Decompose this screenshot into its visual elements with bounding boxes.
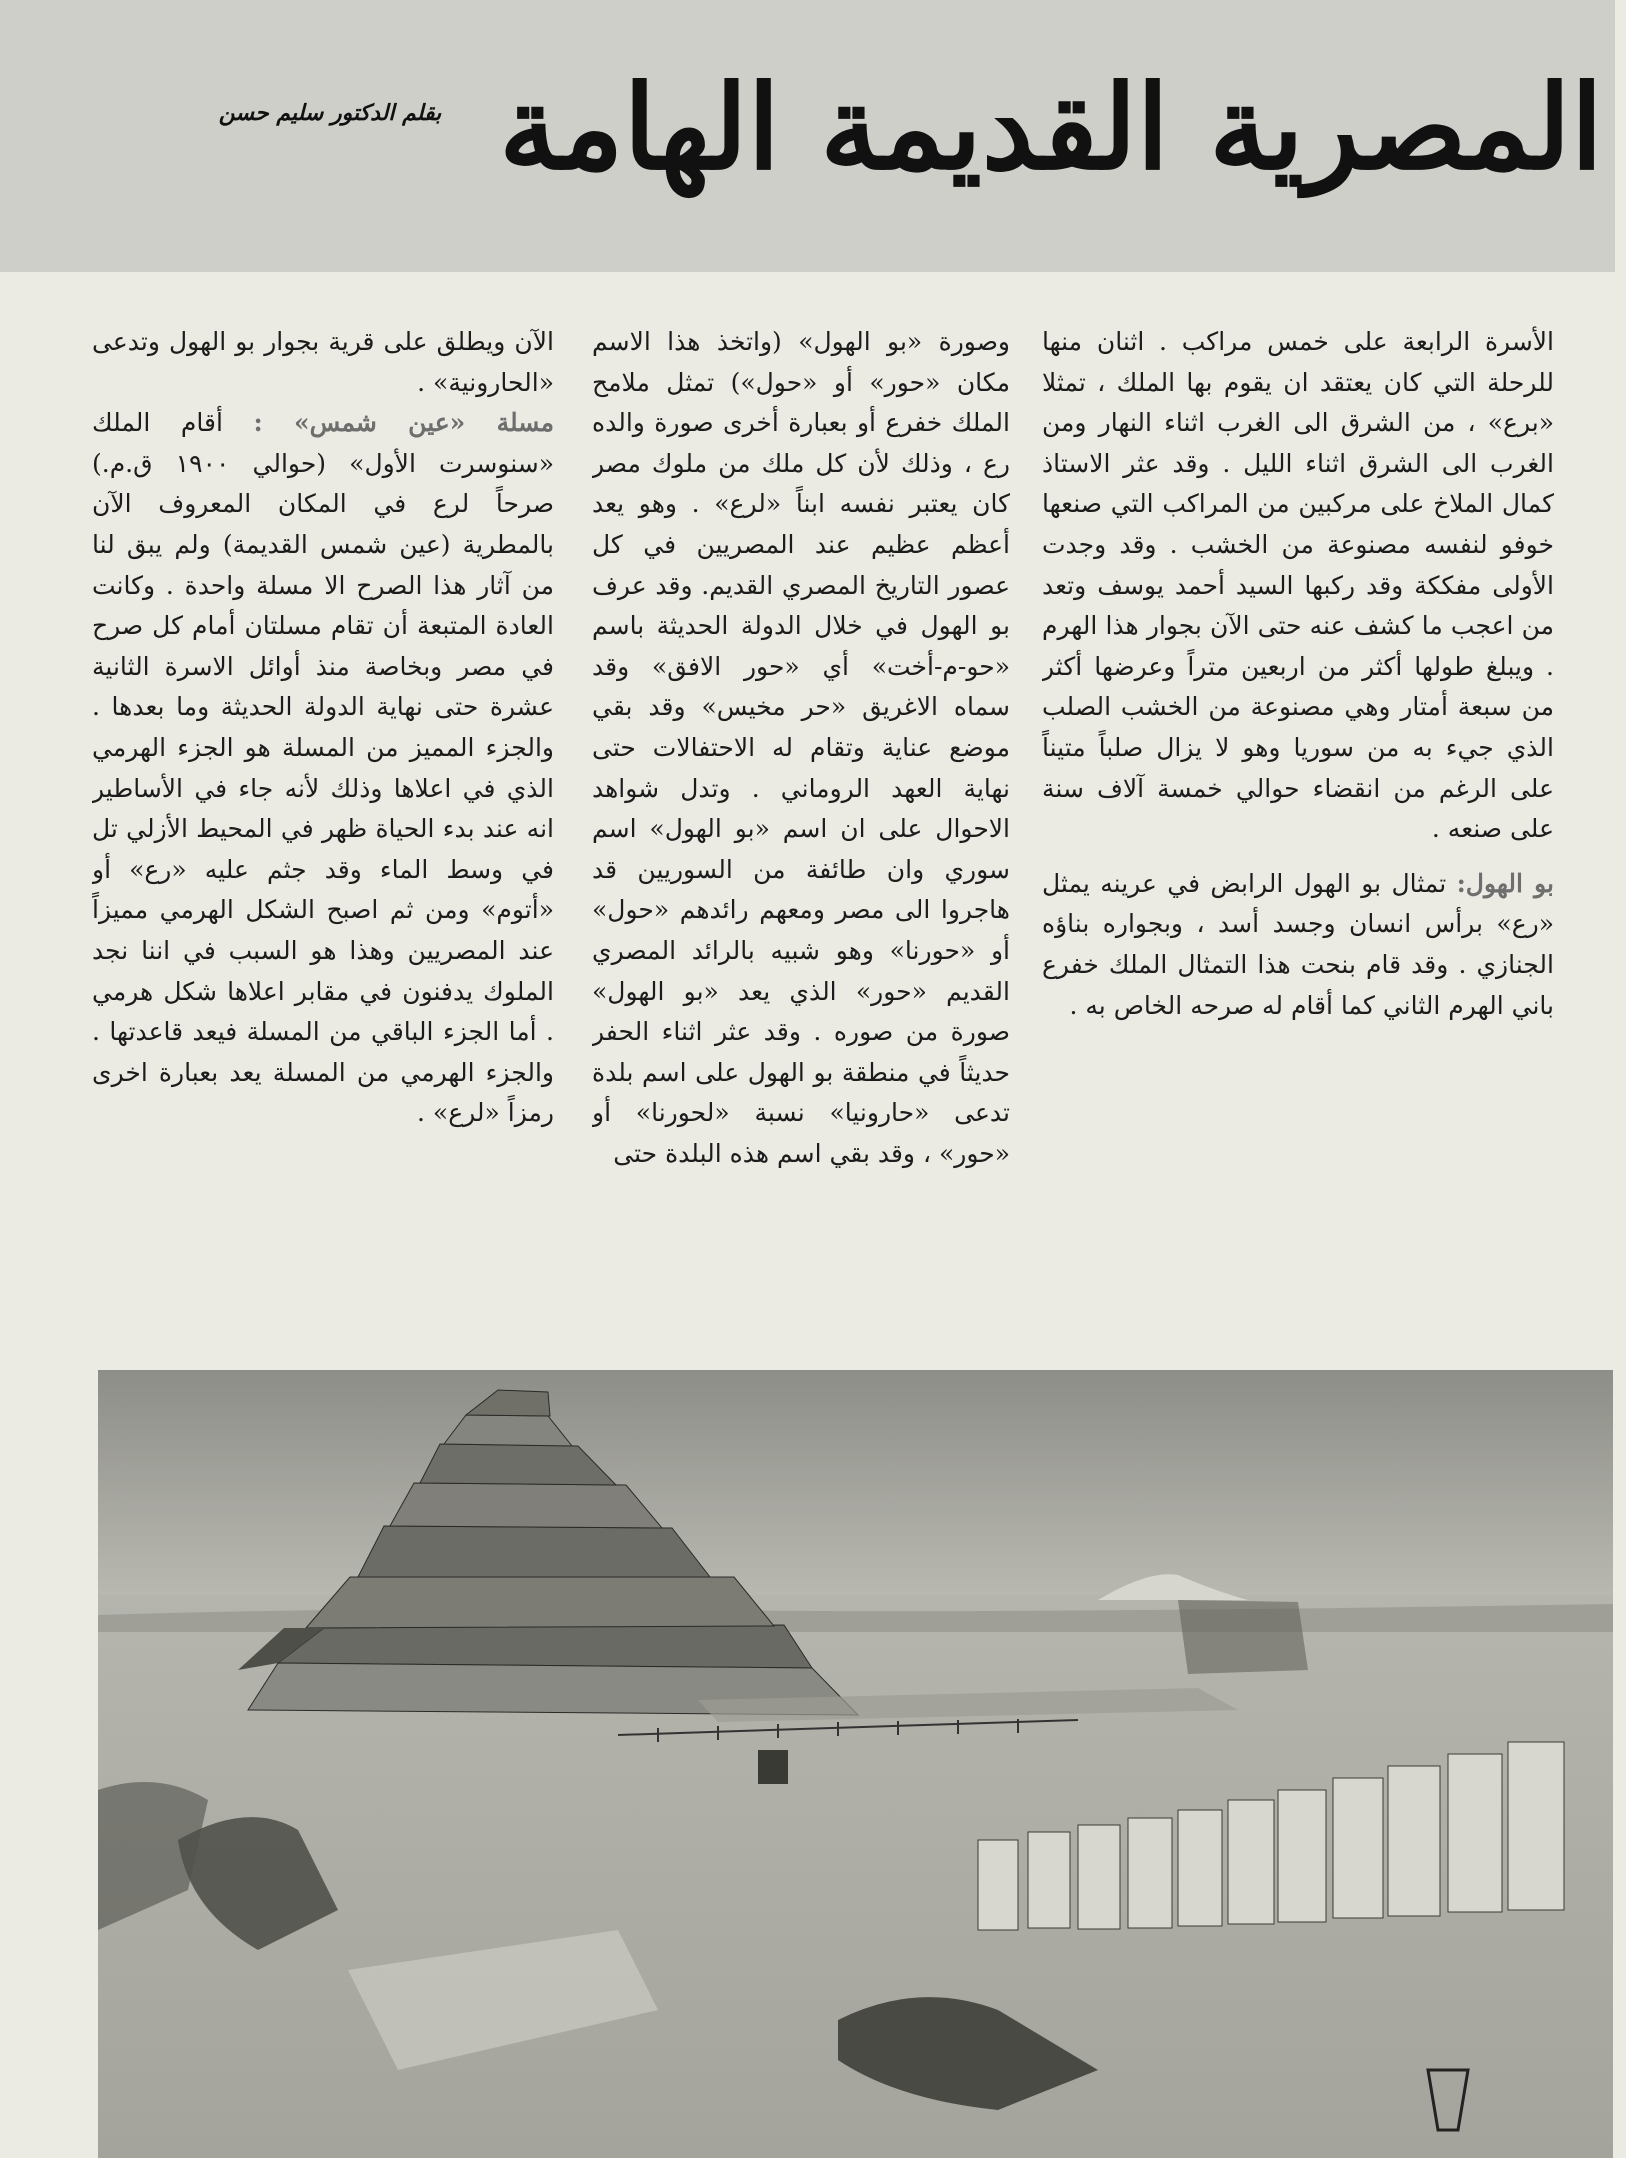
article-column-right [1042,322,1554,1297]
page-title: المصرية القديمة الهامة [499,60,1603,196]
step-pyramid-photo [98,1370,1613,2158]
paragraph-text: تمثال بو الهول الرابض في عرينه يمثل «رع» برأس انسان وجسد أسد ، وبجواره بناؤه الجنازي . وقد قام بنحت هذا التمثال الملك خفرع باني الهرم الثاني كما أقام له صرحه الخاص به . [1042,868,1554,1020]
paragraph: الآن ويطلق على قرية بجوار بو الهول وتدعى «الحارونية» . [92,327,554,397]
article-column-middle [592,322,1010,1297]
paragraph: الأسرة الرابعة على خمس مراكب . اثنان منها للرحلة التي كان يعتقد ان يقوم بها الملك ، تمثلا «برع» ، من الشرق الى الغرب اثناء النهار ومن الغرب الى الشرق اثناء الليل . وقد عثر الاستاذ كمال الملاخ على مركبين من المراكب التي صنعها خوفو لنفسه مصنوعة من الخشب . وقد وجدت الأولى مفككة وقد ركبها السيد أحمد يوسف وتعد من اعجب ما كشف عنه حتى الآن بجوار هذا الهرم . ويبلغ طولها أكثر من اربعين متراً وعرضها أكثر من سبعة أمتار وهي مصنوعة من الخشب الصلب الذي جيء به من سوريا وهو لا يزال صلباً متيناً على الرغم من انقضاء حوالي خمسة آلاف سنة على صنعه . [1042,327,1554,844]
paragraph [1042,864,1554,1026]
sky [98,1370,1613,1600]
step-pyramid-illustration [98,1370,1613,2158]
paragraph-text: أقام الملك «سنوسرت الأول» (حوالي ١٩٠٠ ق.م.) صرحاً لرع في المكان المعروف الآن بالمطرية (عين شمس القديمة) ولم يبق لنا من آثار هذا الصرح الا مسلة واحدة . وكانت العادة المتبعة أن تقام مسلتان أمام كل صرح في مصر وبخاصة منذ أوائل الاسرة الثانية عشرة حتى نهاية الدولة الحديثة وما بعدها . والجزء المميز من المسلة هو الجزء الهرمي الذي في اعلاها وذلك لأنه جاء في الأساطير انه عند بدء الحياة ظهر في المحيط الأزلي تل في وسط الماء وقد جثم عليه «رع» أو «أتوم» ومن ثم اصبح الشكل الهرمي مميزاً عند المصريين وهذا هو السبب في اننا نجد الملوك يدفنون في مقابر اعلاها شكل هرمي . أما الجزء الباقي من المسلة فيعد قاعدتها . والجزء الهرمي من المسلة يعد بعبارة اخرى رمزاً «لرع» . [92,408,554,1128]
article-column-left [92,322,554,1297]
section-keyword: بو الهول: [1456,868,1554,898]
small-structure [758,1750,788,1784]
header-band [0,0,1615,272]
paragraph [92,403,554,1134]
paragraph: وصورة «بو الهول» (واتخذ هذا الاسم مكان «حور» أو «حول») تمثل ملامح الملك خفرع أو بعبارة أخرى صورة والده رع ، وذلك لأن كل ملك من ملوك مصر كان يعتبر نفسه ابناً «لرع» . وهو يعد أعظم عظيم عند المصريين في كل عصور التاريخ المصري القديم. وقد عرف بو الهول في خلال الدولة الحديثة باسم «حو-م-أخت» أي «حور الافق» وقد سماه الاغريق «حر مخيس» وقد بقي موضع عناية وتقام له الاحتفالات حتى نهاية العهد الروماني . وتدل شواهد الاحوال على ان اسم «بو الهول» اسم سوري وان طائفة من السوريين قد هاجروا الى مصر ومعهم رائدهم «حول» أو «حورنا» وهو شبيه بالرائد المصري القديم «حور» الذي يعد «بو الهول» صورة من صوره . وقد عثر اثناء الحفر حديثاً في منطقة بو الهول على اسم بلدة تدعى «حارونيا» نسبة «لحورنا» أو «حور» ، وقد بقي اسم هذه البلدة حتى [592,327,1010,1168]
section-keyword: مسلة «عين شمس» : [253,408,554,438]
byline: بقلم الدكتور سليم حسن [218,100,442,126]
far-ruins [1178,1600,1308,1674]
